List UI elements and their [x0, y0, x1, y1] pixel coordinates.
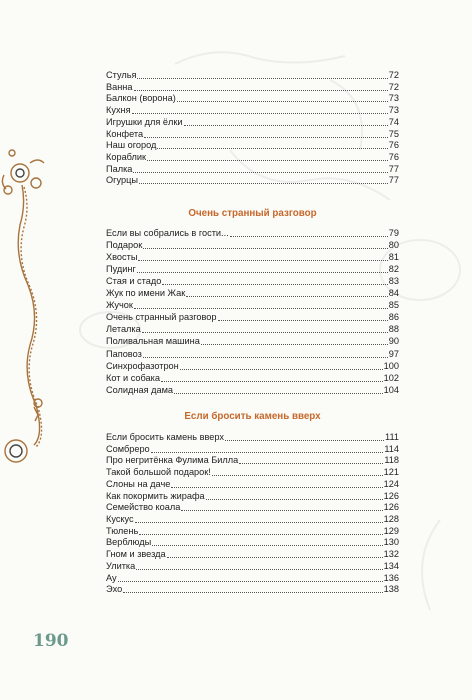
- dot-leader: [161, 381, 383, 382]
- toc-entry-title: Кораблик: [106, 151, 147, 162]
- toc-entry-title: Очень странный разговор: [106, 312, 217, 323]
- toc-entry[interactable]: [106, 334, 399, 347]
- toc-entry[interactable]: [106, 173, 399, 186]
- toc-entry-title: Кухня: [106, 105, 131, 116]
- toc-entry[interactable]: [106, 298, 399, 311]
- toc-entry-title: Хвосты: [106, 252, 138, 263]
- toc-entry-title: Тюлень: [106, 525, 139, 536]
- toc-entry[interactable]: [106, 383, 399, 396]
- dot-leader: [230, 236, 388, 237]
- toc-entry-page: 77: [388, 163, 399, 174]
- dot-leader: [201, 344, 388, 345]
- dot-leader: [138, 260, 387, 261]
- toc-entry-title: Поливальная машина: [106, 336, 200, 347]
- toc-entry-page: 75: [388, 128, 399, 139]
- toc-entry[interactable]: [106, 359, 399, 372]
- toc-entry[interactable]: [106, 322, 399, 335]
- toc-entry-title: Если вы собрались в гости...: [106, 228, 229, 238]
- toc-entry-title: Пудинг: [106, 264, 136, 275]
- toc-entry-title: Подарок: [106, 240, 143, 251]
- toc-entry[interactable]: [106, 250, 399, 263]
- toc-entry-page: 73: [388, 93, 399, 104]
- toc-entry-page: 73: [388, 105, 399, 116]
- toc-entry-title: Жук по имени Жак: [106, 288, 186, 299]
- toc-entry-page: 132: [383, 549, 399, 560]
- dot-leader: [142, 332, 388, 333]
- toc-entry-title: Стая и стадо: [106, 276, 162, 287]
- dot-leader: [134, 308, 388, 309]
- toc-entry-page: 82: [388, 264, 399, 275]
- toc-entry-page: 80: [388, 240, 399, 251]
- toc-entry-title: Кот и собака: [106, 372, 161, 383]
- toc-entry-title: Если бросить камень вверх: [106, 432, 224, 442]
- toc-entry-page: 81: [388, 252, 399, 263]
- toc-entry-page: 111: [385, 432, 399, 442]
- toc-entry[interactable]: [106, 286, 399, 299]
- toc-entry-page: 134: [383, 560, 399, 571]
- toc-entry-page: 76: [388, 140, 399, 151]
- toc-entry-page: 77: [388, 175, 399, 186]
- toc-entry-page: 126: [383, 490, 399, 501]
- toc-entry-page: 72: [388, 70, 399, 80]
- dot-leader: [174, 393, 383, 394]
- dot-leader: [143, 357, 388, 358]
- section-title: Если бросить камень вверх: [184, 411, 321, 422]
- toc-entry-title: Эхо: [106, 584, 123, 595]
- toc-entry-page: 130: [383, 537, 399, 548]
- toc-entry-page: 124: [383, 478, 399, 489]
- dot-leader: [137, 272, 388, 273]
- page-number: 190: [33, 631, 69, 651]
- dot-leader: [139, 183, 388, 184]
- toc-entry-page: 118: [384, 455, 399, 466]
- toc-entry-title: Огурцы: [106, 175, 138, 186]
- toc-entry-page: 88: [388, 324, 399, 335]
- toc-entry-page: 97: [388, 348, 399, 359]
- toc-entry-title: Синхрофазотрон: [106, 360, 179, 371]
- toc-entry-page: 104: [383, 384, 399, 395]
- toc-entry-page: 86: [388, 312, 399, 323]
- toc-entry-title: Верблюды: [106, 537, 152, 548]
- toc-entry-title: Про негритёнка Фулима Билла: [106, 455, 239, 466]
- toc-entry-page: 72: [388, 81, 399, 92]
- toc-entry-page: 85: [388, 300, 399, 311]
- toc-entry-title: Стулья: [106, 70, 137, 80]
- toc-entry-page: 76: [388, 151, 399, 162]
- toc-entry-page: 102: [383, 372, 399, 383]
- toc-entry-title: Гном и звезда: [106, 549, 166, 560]
- toc-entry-title: Конфета: [106, 128, 144, 139]
- toc-entry-page: 129: [383, 525, 399, 536]
- toc-entry-page: 138: [383, 584, 399, 595]
- toc-entry[interactable]: [106, 238, 399, 251]
- toc-entry-page: 100: [383, 360, 399, 371]
- dot-leader: [143, 248, 388, 249]
- toc-entry-title: Жучок: [106, 300, 133, 311]
- toc-entry-page: 83: [388, 276, 399, 287]
- toc-entry[interactable]: [106, 310, 399, 323]
- toc-entry-title: Игрушки для ёлки: [106, 116, 183, 127]
- toc-entry-title: Леталка: [106, 324, 141, 335]
- dot-leader: [123, 592, 382, 593]
- toc-entry-title: Такой большой подарок!: [106, 467, 211, 478]
- toc-entry-page: 114: [384, 443, 399, 454]
- toc-entry-title: Сомбреро: [106, 443, 150, 454]
- toc-entry[interactable]: [106, 262, 399, 275]
- toc-entry-title: Ау: [106, 572, 117, 583]
- toc-entry-page: 136: [383, 572, 399, 583]
- toc-entry-title: Наш огород: [106, 140, 157, 151]
- toc-entry-title: Балкон (ворона): [106, 93, 176, 104]
- toc-entry-title: Как покормить жирафа: [106, 490, 205, 501]
- toc-entry-title: Паповоз: [106, 348, 142, 359]
- dot-leader: [186, 296, 388, 297]
- toc-entry-page: 128: [383, 514, 399, 525]
- toc-entry-page: 84: [388, 288, 399, 299]
- toc-entry-title: Ванна: [106, 81, 133, 92]
- table-of-contents: [106, 0, 399, 700]
- toc-entry-title: Солидная дама: [106, 384, 174, 395]
- toc-entry-title: Палка: [106, 163, 133, 174]
- toc-entry-page: 126: [383, 502, 399, 513]
- toc-entry[interactable]: [106, 274, 399, 287]
- toc-entry-page: 74: [388, 116, 399, 127]
- toc-entry[interactable]: [106, 226, 399, 239]
- toc-entry-title: Кускус: [106, 514, 134, 525]
- toc-entry-title: Семейство коала: [106, 502, 181, 513]
- dot-leader: [218, 320, 388, 321]
- toc-entry-page: 90: [388, 336, 399, 347]
- section-title: Очень странный разговор: [188, 208, 317, 219]
- toc-entry-page: 79: [388, 228, 399, 238]
- toc-entry[interactable]: [106, 371, 399, 384]
- toc-entry[interactable]: [106, 347, 399, 360]
- dot-leader: [180, 369, 383, 370]
- toc-entry-page: 121: [383, 467, 399, 478]
- toc-entry[interactable]: [106, 582, 399, 595]
- toc-entry-title: Улитка: [106, 560, 136, 571]
- chain-ornament-icon: [0, 145, 50, 490]
- dot-leader: [162, 284, 387, 285]
- toc-entry-title: Слоны на даче: [106, 478, 171, 489]
